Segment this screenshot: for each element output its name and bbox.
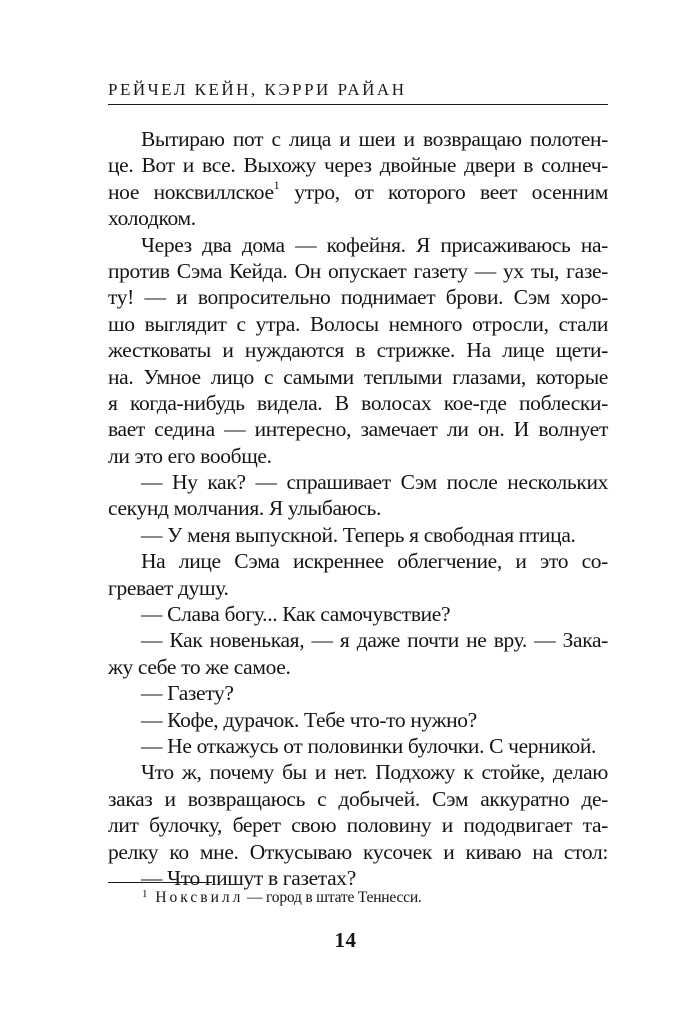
text-line: це. Вот и все. Выхожу через двойные двери в солнеч- (108, 153, 608, 178)
text-line: — Что пишут в газетах? (141, 865, 356, 890)
footnote-number: 1 (142, 888, 148, 900)
text-line: — Ну как? — спрашивает Сэм после нескольких (141, 470, 608, 495)
footnote-text: — город в штате Теннесси. (243, 889, 422, 906)
footnote-rule (108, 882, 212, 883)
text-line: — Не откажусь от половинки булочки. С черникой. (141, 733, 597, 758)
text-line: шо выглядит с утра. Волосы немного отросли, стали (108, 311, 608, 336)
text-line: — У меня выпускной. Теперь я свободная птица. (141, 522, 576, 547)
text-line: заказ и возвращаюсь с добычей. Сэм аккуратно де- (108, 786, 608, 811)
text-line: ли это его вообще. (108, 443, 272, 468)
page-number: 14 (334, 928, 357, 952)
text-line: — Слава богу... Как самочувствие? (141, 602, 451, 627)
text-line: ное ноксвиллское$^1$ утро, от которого веет осенним (108, 177, 608, 204)
text-line: лит булочку, берет свою половину и пододвигает та- (108, 813, 608, 838)
text-line: против Сэма Кейда. Он опускает газету — ух ты, газе- (108, 258, 608, 283)
text-line: секунд молчания. Я улыбаюсь. (108, 496, 382, 521)
text-line: Что ж, почему бы и нет. Подхожу к стойке, делаю (141, 760, 608, 785)
text-line: вает седина — интересно, замечает ли он. И волнует (108, 417, 608, 442)
text-line: — Кофе, дурачок. Тебе что-то нужно? (141, 707, 477, 732)
footnote-ref: 1 (273, 177, 280, 192)
footnote (142, 888, 602, 909)
text-line: ту! — и вопросительно поднимает брови. Сэм хоро- (108, 285, 608, 310)
text-line: я когда-нибудь видела. В волосах кое-где поблески- (108, 390, 608, 415)
text-line: — Как новенькая, — я даже почти не вру. — Зака- (141, 628, 608, 653)
text-line: На лице Сэма искреннее облегчение, и это со- (141, 549, 608, 574)
body-text (108, 126, 608, 891)
text-line: — Газету? (141, 681, 234, 706)
header-rule (108, 104, 608, 105)
text-line: холодком. (108, 206, 196, 231)
text-line: релку ко мне. Откусываю кусочек и киваю на стол: (108, 839, 608, 864)
text-line: Через два дома — кофейня. Я присаживаюсь на- (141, 232, 608, 257)
footnote-term: Ноксвилл (155, 889, 244, 906)
running-head: РЕЙЧЕЛ КЕЙН, КЭРРИ РАЙАН (108, 80, 407, 99)
text-line: жу себе то же самое. (108, 654, 291, 679)
text-line: Вытираю пот с лица и шеи и возвращаю полотен- (141, 127, 608, 151)
text-line: на. Умное лицо с самыми теплыми глазами, которые (108, 364, 608, 389)
text-line: гревает душу. (108, 575, 229, 600)
text-line: жестковаты и нуждаются в стрижке. На лице щети- (108, 338, 608, 363)
